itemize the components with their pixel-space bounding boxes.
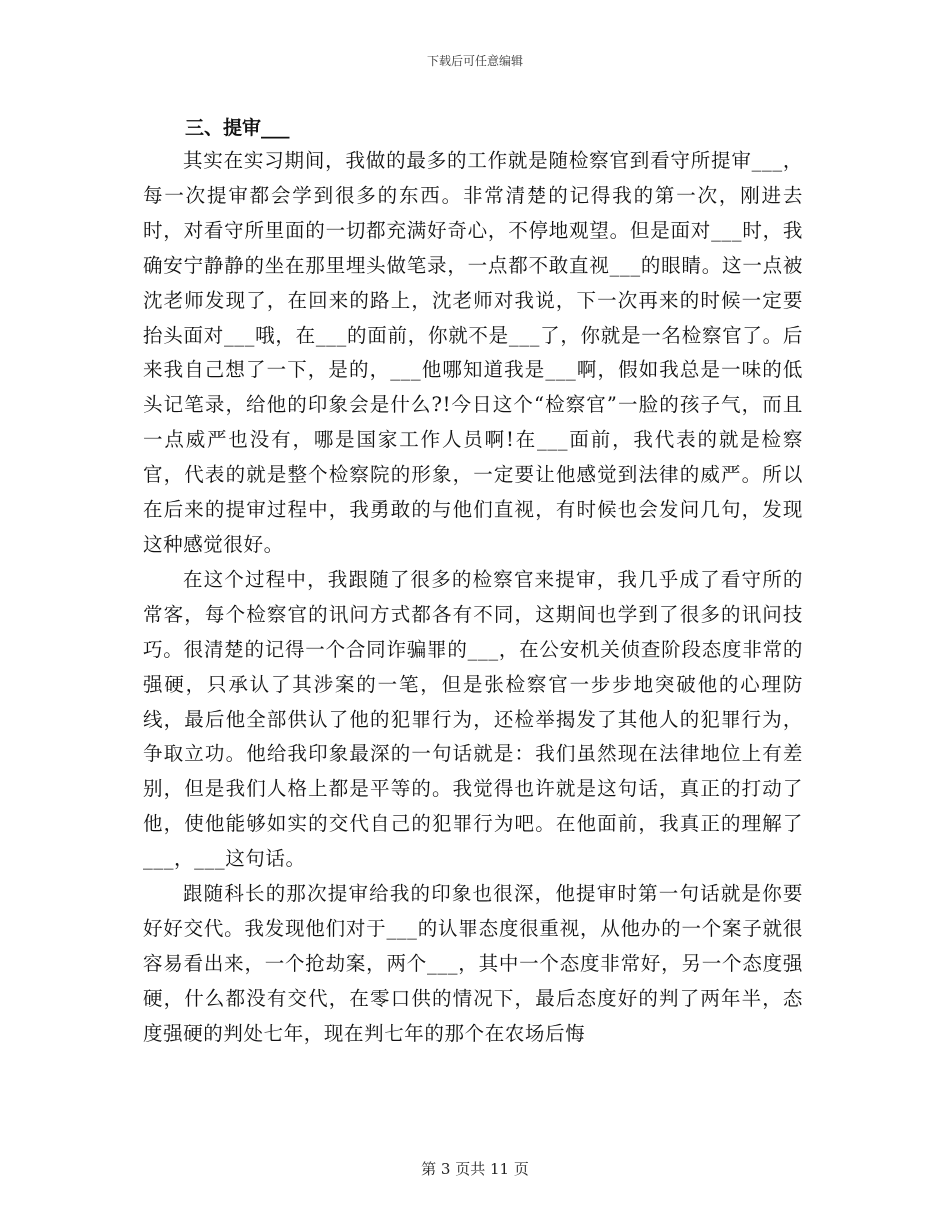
page-footer: 第 3 页共 11 页 [421, 1160, 529, 1178]
page-header: 下载后可任意编辑 [426, 54, 523, 68]
section-title: 三、提审___ [185, 117, 290, 139]
paragraph-1: 其实在实习期间，我做的最多的工作就是随检察官到看守所提审___，每一次提审都会学到很多的东西。非常清楚的记得我的第一次，刚进去时，对看守所里面的一切都充满好奇心，不停地观望。但是面对___时，我确安宁静静的坐在那里埋头做笔录，一点都不敢直视___的眼睛。这一点被沈老师发现了，在回来的路上，沈老师对我说，下一次再来的时候一定要抬头面对___哦，在___的面前，你就不是___了，你就是一名检察官了。后来我自己想了一下，是的，___他哪知道我是___啊，假如我总是一味的低头记笔录，给他的印象会是什么?!今日这个“检察官”一脸的孩子气，而且一点威严也没有，哪是国家工作人员啊!在___面前，我代表的就是检察官，代表的就是整个检察院的形象，一定要让他感觉到法律的威严。所以在后来的提审过程中，我勇敢的与他们直视，有时候也会发问几句，发现这种感觉很好。 [143, 149, 803, 556]
paragraph-2: 在这个过程中，我跟随了很多的检察官来提审，我几乎成了看守所的常客，每个检察官的讯问方式都各有不同，这期间也学到了很多的讯问技巧。很清楚的记得一个合同诈骗罪的___，在公安机关侦查阶段态度非常的强硬，只承认了其涉案的一笔，但是张检察官一步步地突破他的心理防线，最后他全部供认了他的犯罪行为，还检举揭发了其他人的犯罪行为，争取立功。他给我印象最深的一句话就是：我们虽然现在法律地位上有差别，但是我们人格上都是平等的。我觉得也许就是这句话，真正的打动了他，使他能够如实的交代自己的犯罪行为吧。在他面前，我真正的理解了___，___这句话。 [143, 567, 803, 871]
document-body [143, 112, 803, 1052]
paragraph-3: 跟随科长的那次提审给我的印象也很深，他提审时第一句话就是你要好好交代。我发现他们对于___的认罪态度很重视，从他办的一个案子就很容易看出来，一个抢劫案，两个___，其中一个态度非常好，另一个态度强硬，什么都没有交代，在零口供的情况下，最后态度好的判了两年半，态度强硬的判处七年，现在判七年的那个在农场后悔 [143, 882, 803, 1045]
